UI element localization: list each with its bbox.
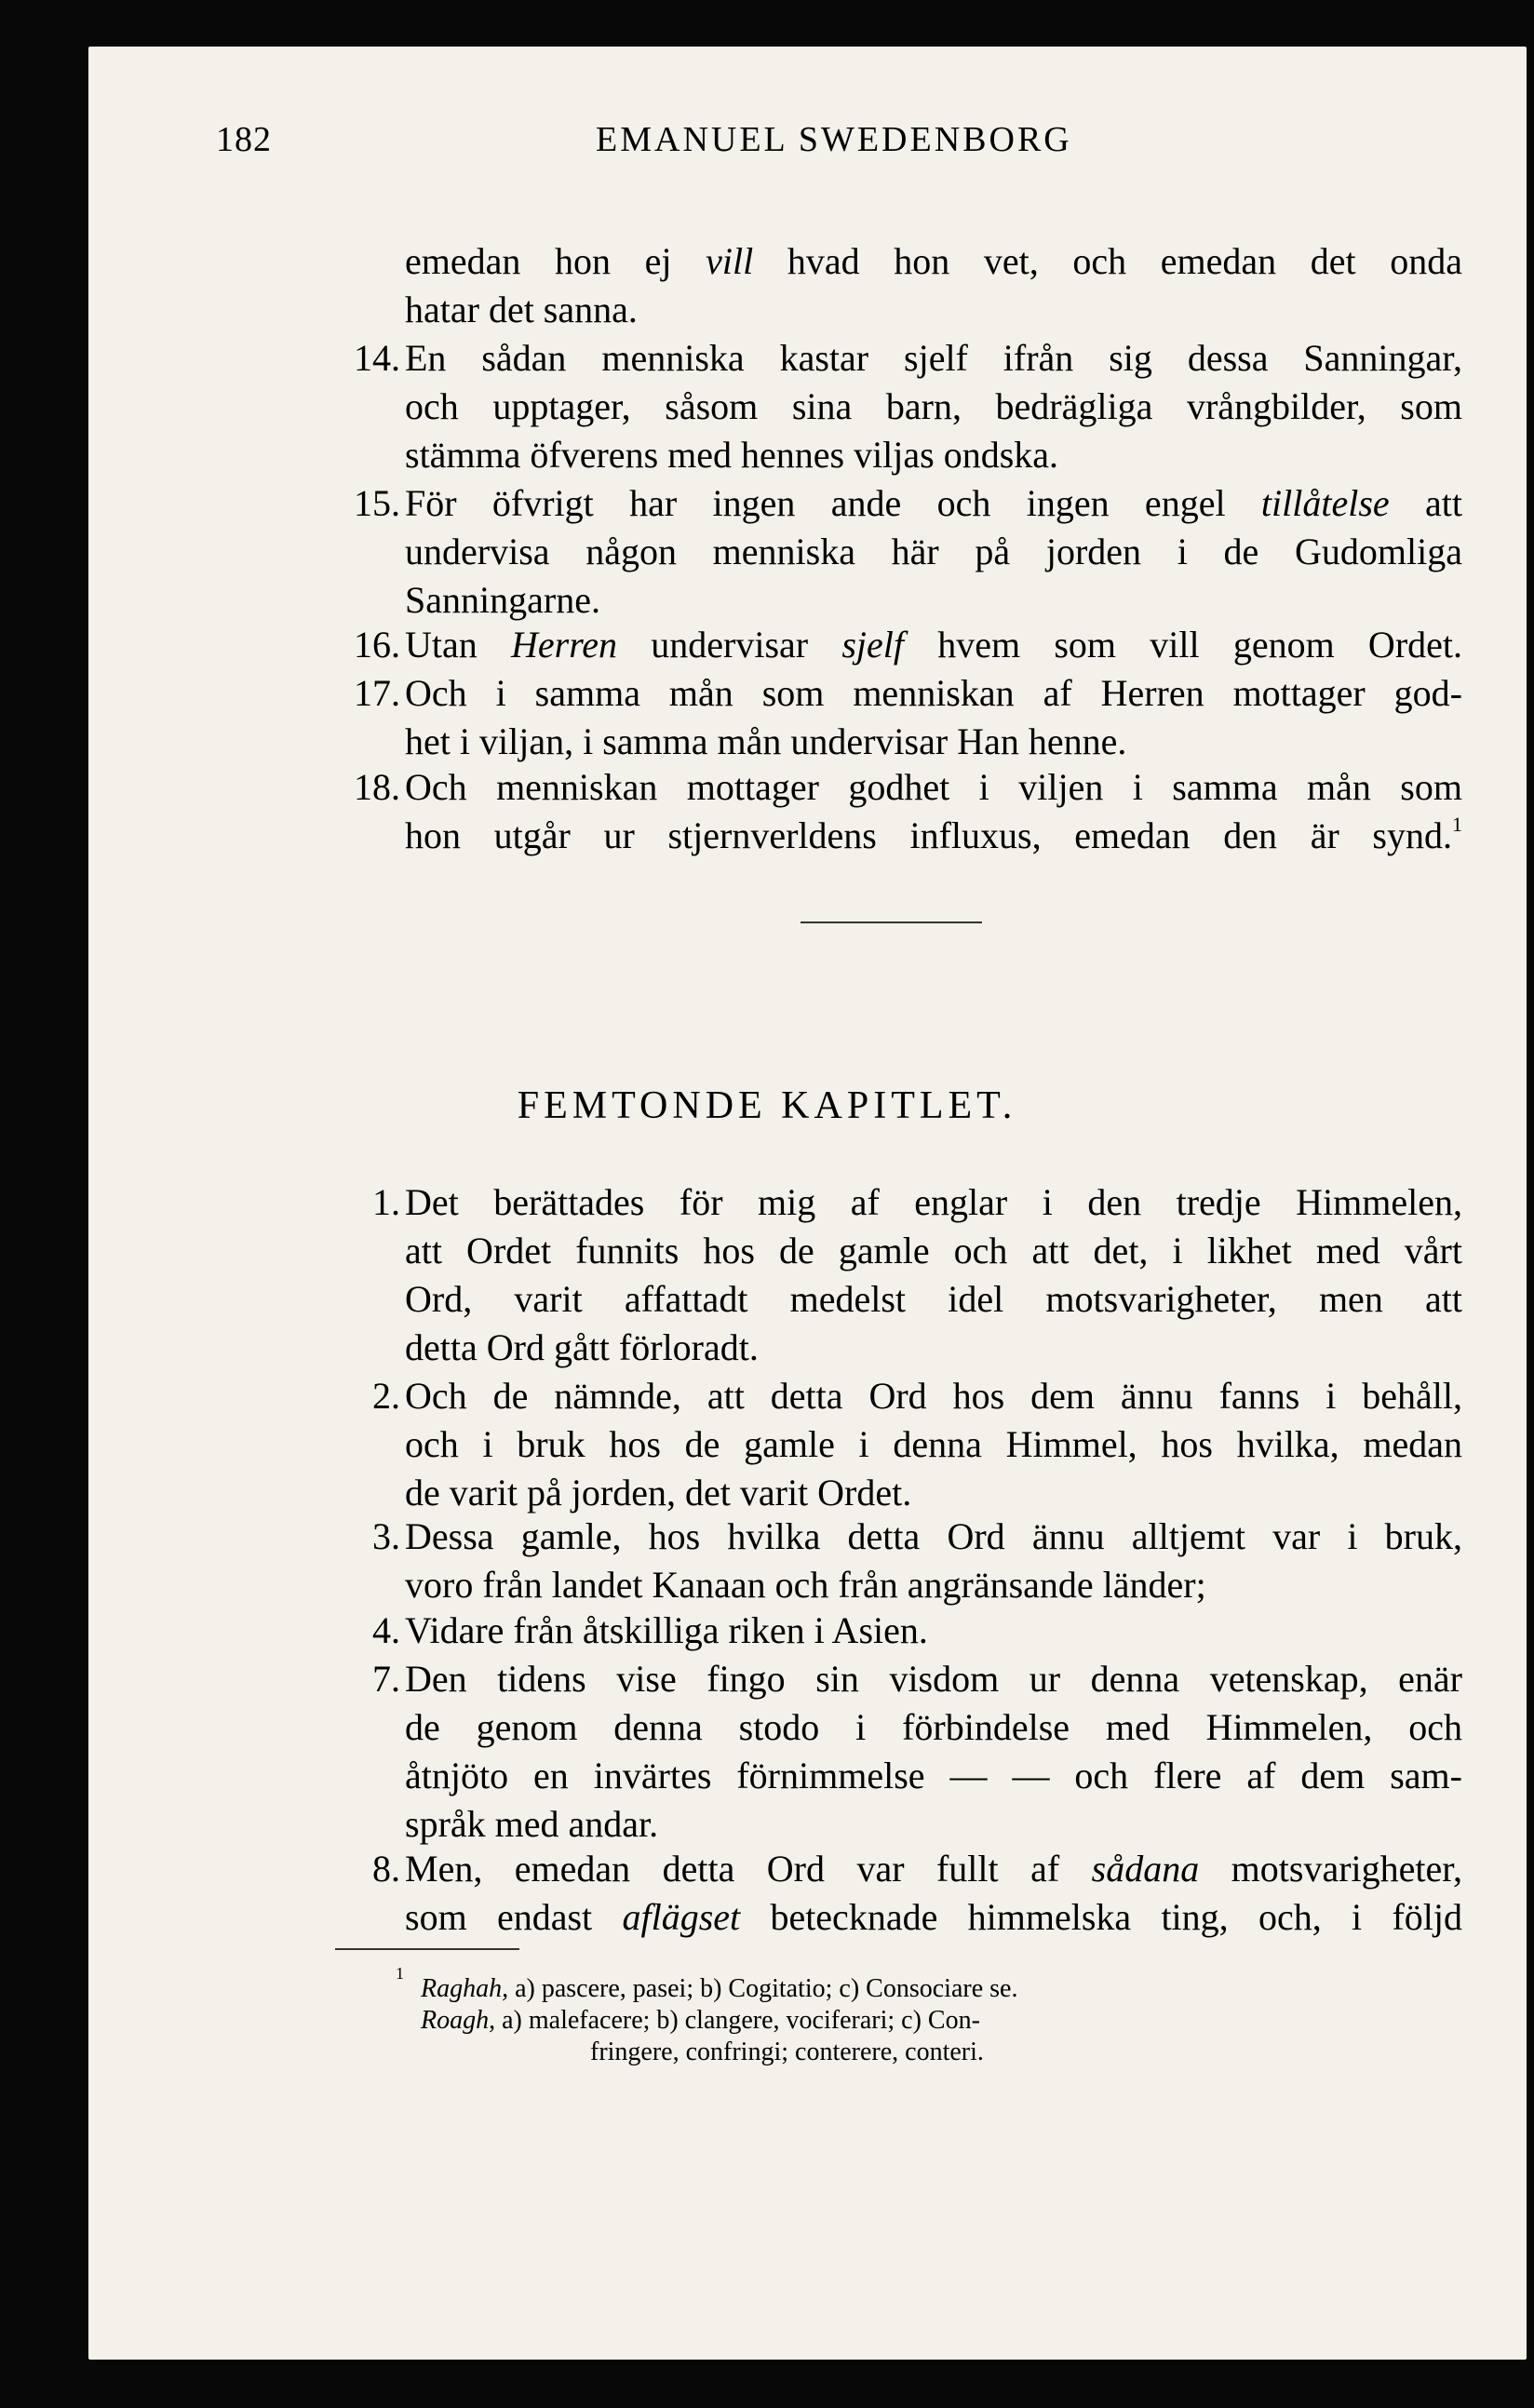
text-line: Ord, varit affattadt medelst idel motsvarigheter, men att [405, 1278, 1462, 1320]
text-line: voro från landet Kanaan och från angränsande länder; [405, 1564, 1206, 1606]
paragraph-number: 7. [372, 1658, 400, 1700]
footnote-rule [335, 1948, 519, 1950]
text-line: stämma öfverens med hennes viljas ondska. [405, 434, 1059, 476]
running-title: EMANUEL SWEDENBORG [596, 120, 1072, 159]
footnote-line: Roagh, a) malefacere; b) clangere, vociferari; c) Con- [421, 2006, 980, 2035]
paragraph-number: 15. [354, 482, 400, 524]
text-line: de genom denna stodo i förbindelse med Himmelen, och [405, 1706, 1462, 1748]
text-line: som endast aflägset betecknade himmelska ting, och, i följd [405, 1896, 1462, 1938]
text-line: En sådan menniska kastar sjelf ifrån sig dessa Sanningar, [405, 337, 1462, 379]
section-divider [801, 921, 982, 923]
text-line: För öfvrigt har ingen ande och ingen engel tillåtelse att [405, 482, 1462, 524]
paragraph-number: 4. [372, 1609, 400, 1651]
text-line: Och i samma mån som menniskan af Herren mottager god- [405, 672, 1462, 714]
paragraph-number: 3. [372, 1515, 400, 1557]
text-line: åtnjöto en invärtes förnimmelse — — och flere af dem sam- [405, 1755, 1462, 1796]
paragraph-number: 18. [354, 766, 400, 808]
paragraph-number: 8. [372, 1848, 400, 1890]
text-line: Det berättades för mig af englar i den tredje Himmelen, [405, 1181, 1462, 1223]
text-line: Och menniskan mottager godhet i viljen i samma mån som [405, 766, 1462, 808]
page-number: 182 [216, 120, 272, 159]
text-line: detta Ord gått förloradt. [405, 1326, 759, 1368]
text-line: att Ordet funnits hos de gamle och att det, i likhet med vårt [405, 1230, 1462, 1271]
text-line: språk med andar. [405, 1803, 659, 1845]
footnote-line: fringere, confringi; conterere, conteri. [590, 2038, 984, 2066]
text-line: Och de nämnde, att detta Ord hos dem ännu fanns i behåll, [405, 1375, 1462, 1417]
text-line: undervisa någon menniska här på jorden i de Gudomliga [405, 531, 1462, 572]
text-line: Dessa gamle, hos hvilka detta Ord ännu alltjemt var i bruk, [405, 1515, 1462, 1557]
footnote-marker: 1 [396, 1964, 404, 1983]
text-line: och upptager, såsom sina barn, bedrägliga vrångbilder, som [405, 385, 1462, 427]
text-line: het i viljan, i samma mån undervisar Han henne. [405, 720, 1127, 762]
text-line: hon utgår ur stjernverldens influxus, emedan den är synd.$^1$ [405, 813, 1462, 856]
paragraph-number: 16. [354, 624, 400, 666]
text-line: Den tidens vise fingo sin visdom ur denna vetenskap, enär [405, 1658, 1462, 1700]
text-line: Vidare från åtskilliga riken i Asien. [405, 1609, 928, 1651]
text-line: de varit på jorden, det varit Ordet. [405, 1472, 912, 1513]
text-line: Sanningarne. [405, 579, 600, 621]
paragraph-number: 2. [372, 1375, 400, 1417]
text-line: Men, emedan detta Ord var fullt af sådana motsvarigheter, [405, 1848, 1462, 1890]
text-line: Utan Herren undervisar sjelf hvem som vill genom Ordet. [405, 624, 1463, 666]
footnote-line: Raghah, a) pascere, pasei; b) Cogitatio; c) Consociare se. [421, 1974, 1018, 2003]
paragraph-number: 14. [354, 337, 400, 379]
paragraph-number: 1. [372, 1181, 400, 1223]
text-line: emedan hon ej vill hvad hon vet, och emedan det onda [405, 240, 1463, 282]
chapter-title: FEMTONDE KAPITLET. [517, 1084, 1017, 1127]
paragraph-number: 17. [354, 672, 400, 714]
footnote-reference: 1 [1452, 813, 1462, 836]
text-line: hatar det sanna. [405, 289, 638, 330]
text-line: och i bruk hos de gamle i denna Himmel, hos hvilka, medan [405, 1423, 1462, 1465]
